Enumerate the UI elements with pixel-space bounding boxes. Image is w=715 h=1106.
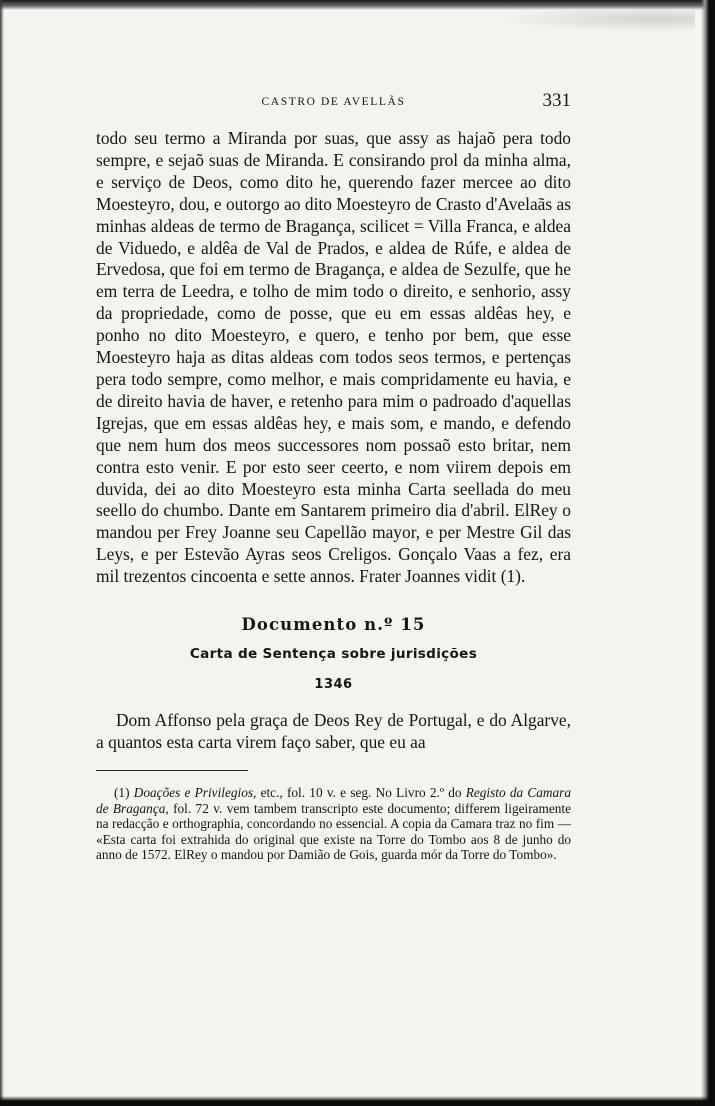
body-paragraph: todo seu termo a Miranda por suas, que assy as hajaõ pera todo sempre, e sejaõ suas de Miranda. E consirando prol da minha alma, e serviço de Deos, como dito he, querendo fazer mercee ao dito Moesteyro, dou, e outorgo ao dito Moesteyro de Crasto d'Avelaãs as minhas aldeas de termo de Bragança, scilicet = Villa Franca, e aldea de Viduedo, e aldêa de Val de Prados, e aldea de Rúfe, e aldea de Ervedosa, que foi em termo de Bragança, e aldea de Sezulfe, que he em terra de Leedra, e tolho de mim todo o direito, e senhorio, assy da propriedade, como de posse, que eu em essas aldêas hey, e ponho no dito Moesteyro, e quero, e tenho por bem, que esse Moesteyro haja as ditas aldeas com todos seos termos, e pertenças pera todo sempre, como melhor, e mais compridamente eu havia, e de direito havia de haver, e retenho para mim o padroado d'aquellas Igrejas, que em essas aldêas hey, e mais som, e mando, e defendo que nem hum dos meos successores nom possaõ esto britar, nem contra esto venir. E por esto seer ceerto, e nom viirem depois em duvida, dei ao dito Moesteyro esta minha Carta seellada do meu seello do chumbo. Dante em Santarem primeiro dia d'abril. ElRey o mandou per Frey Joanne seu Capellão mayor, e per Mestre Gil das Leys, e per Estevão Ayras seos Creligos. Gonçalo Vaas a fez, era mil trezentos cincoenta e sette annos. Frater Joannes vidit (1). xyxy=(96,128,571,587)
scan-edge-top xyxy=(0,0,715,10)
document-opening-paragraph: Dom Affonso pela graça de Deos Rey de Portugal, e do Algarve, a quantos esta carta virem faço saber, que eu aa xyxy=(96,710,571,753)
page-content xyxy=(96,88,571,876)
footnote-text-part-2: fol. 72 v. vem tambem transcripto este documento; differem ligeiramente na redacção e orthographia, concordando no essencial. A copia da Camara traz no fim — «Esta carta foi extrahida do original que existe na Torre do Tombo aos 8 de junho do anno de 1572. ElRey o mandou por Damião de Gois, guarda mór da Torre do Tombo». xyxy=(96,800,572,863)
footnote-registry-title: Registo da Camara de Bragança, xyxy=(96,785,571,816)
scan-edge-bottom xyxy=(0,1096,715,1106)
footnote-text-part-1: etc., fol. 10 v. e seg. No Livro 2.º do xyxy=(256,785,466,801)
footnote-source-title: Doações e Privilegios, xyxy=(133,785,257,801)
scan-edge-left xyxy=(0,0,4,1106)
document-subtitle: Carta de Sentença sobre jurisdições xyxy=(189,646,478,663)
page-number: 331 xyxy=(542,90,571,111)
body-text xyxy=(96,128,571,588)
footnote-rule xyxy=(96,770,248,771)
document-heading: Documento n.º 15 xyxy=(241,615,426,635)
running-title: CASTRO DE AVELLÃS xyxy=(261,96,406,108)
scan-edge-right xyxy=(701,0,715,1106)
footnote-marker: (1) xyxy=(114,785,130,801)
running-head xyxy=(96,88,571,116)
footnote xyxy=(96,785,571,862)
document-year: 1346 xyxy=(314,677,353,693)
scan-smudge xyxy=(495,10,695,32)
